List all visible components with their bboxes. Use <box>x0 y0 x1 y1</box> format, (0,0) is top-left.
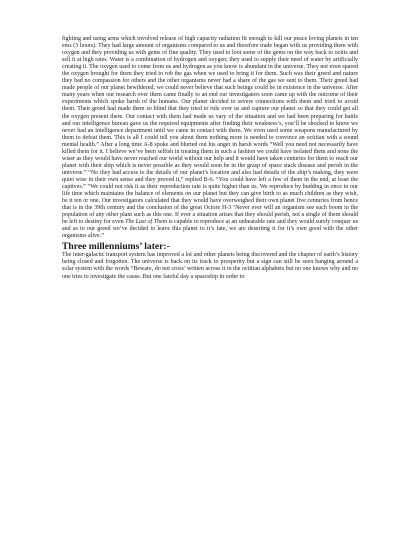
story-paragraph <box>62 36 358 240</box>
section-paragraph: The inter-galactic transport system has improved a lot and other planets being discovered and the chapter of earth’s history being closed and forgotten. The universe is back on its track to prosperity but a sign can still be seen hanging around a solar system with the words “Beware, do not cross’ written across it in the octitian alphabets but no one knows why and no one tries to investigate the cause. But one fateful day a spaceship in order to <box>62 252 358 280</box>
page-content <box>62 36 358 281</box>
paragraph-text-part-2: is capable to reproduce at an unbearable rate and they would surely conquer us and as to our greed we’ve decided to leave this planet to it’s fate, we are deserting it for it’s own good with the other organisms alive.” <box>62 219 359 240</box>
section-heading: Three millenniums’ later:- <box>62 241 170 253</box>
italic-book-title: The Last of Them <box>125 219 168 226</box>
paragraph-text-part-1: fighting and using arms which involved release of high capacity radiation fit enough to kill our peace loving planets in ten ems (3 hours). They had large amount of organisms compared to us and therefore trade began with us providing them with oxygen and they providing us with gems of fine quality. They used to loot some of the gems on the way back to octits and sell it at high rates. Water is a combination of hydrogen and oxygen; they used to supply their need of water by artificially creating it. The oxygen used to come from us and hydrogen as you know is abundant in the universe. They not even spared the oxygen brought for them they tried to rob the gas when we used to bring it for them. Such was their greed and nature they had no compassion for others and the other organisms never had a share of the gas we sent to them. Their greed had made people of our planet bewildered; we could never believe that such beings could be in existence in the universe. After many years when our research over them came finally to an end our investigators soon came up with the outcome of their experiments which spoke harsh of the humans. Our planet decided to severe connections with them and tried to avoid them. Their greed had made them so blind that they tried to rule over us and capture our planet so that they could get all the oxygen present there. Our contact with them had made us vary of the situation and we had been preparing for battle and our intelligence bureau gave us the required equipments after finding their weakness’s, you’ll be shocked to know we never had an intelligence department until we came in contact with them. We even used some weapons manufactured by them to defeat them. This is all I could tell you about them nothing more is needed to convince an octitian with a sound mental health.” After a long time A-8 spoke and blurted out his anger in harsh words “Well you need not necessarily have killed them for it. I believe we’ve been selfish in treating them in such a fashion we could have isolated them and none the wiser as they would have never reached our world without our help and it would have taken centuries for them to reach our planet with their ship which is never possible as they would soon be in the grasp of space stack disease and perish in the universe.” “No they had access to the details of our planet’s location and also had details of the ship’s making, they were quiet wise in their own sense and they proved it,” replied B-6. “You could have left a few of them in the end, at least the captives.” “We could not risk it as their reproduction rate is quite higher than us. We reproduce by budding in once in our life time which maintains the balance of elements on our planet but they can give birth to as much children as they wish, be it ten or one. Our investigators calculated that they would have overweighed their own planet five centuries from hence that is in the 39th century and the conclusion of the great Octore H-3 ‘Never ever will an organism see such boom in the population of any other plant such as this one. If ever a situation arises that they should perish, not a single of them should be left to destiny for even <box>62 36 358 226</box>
